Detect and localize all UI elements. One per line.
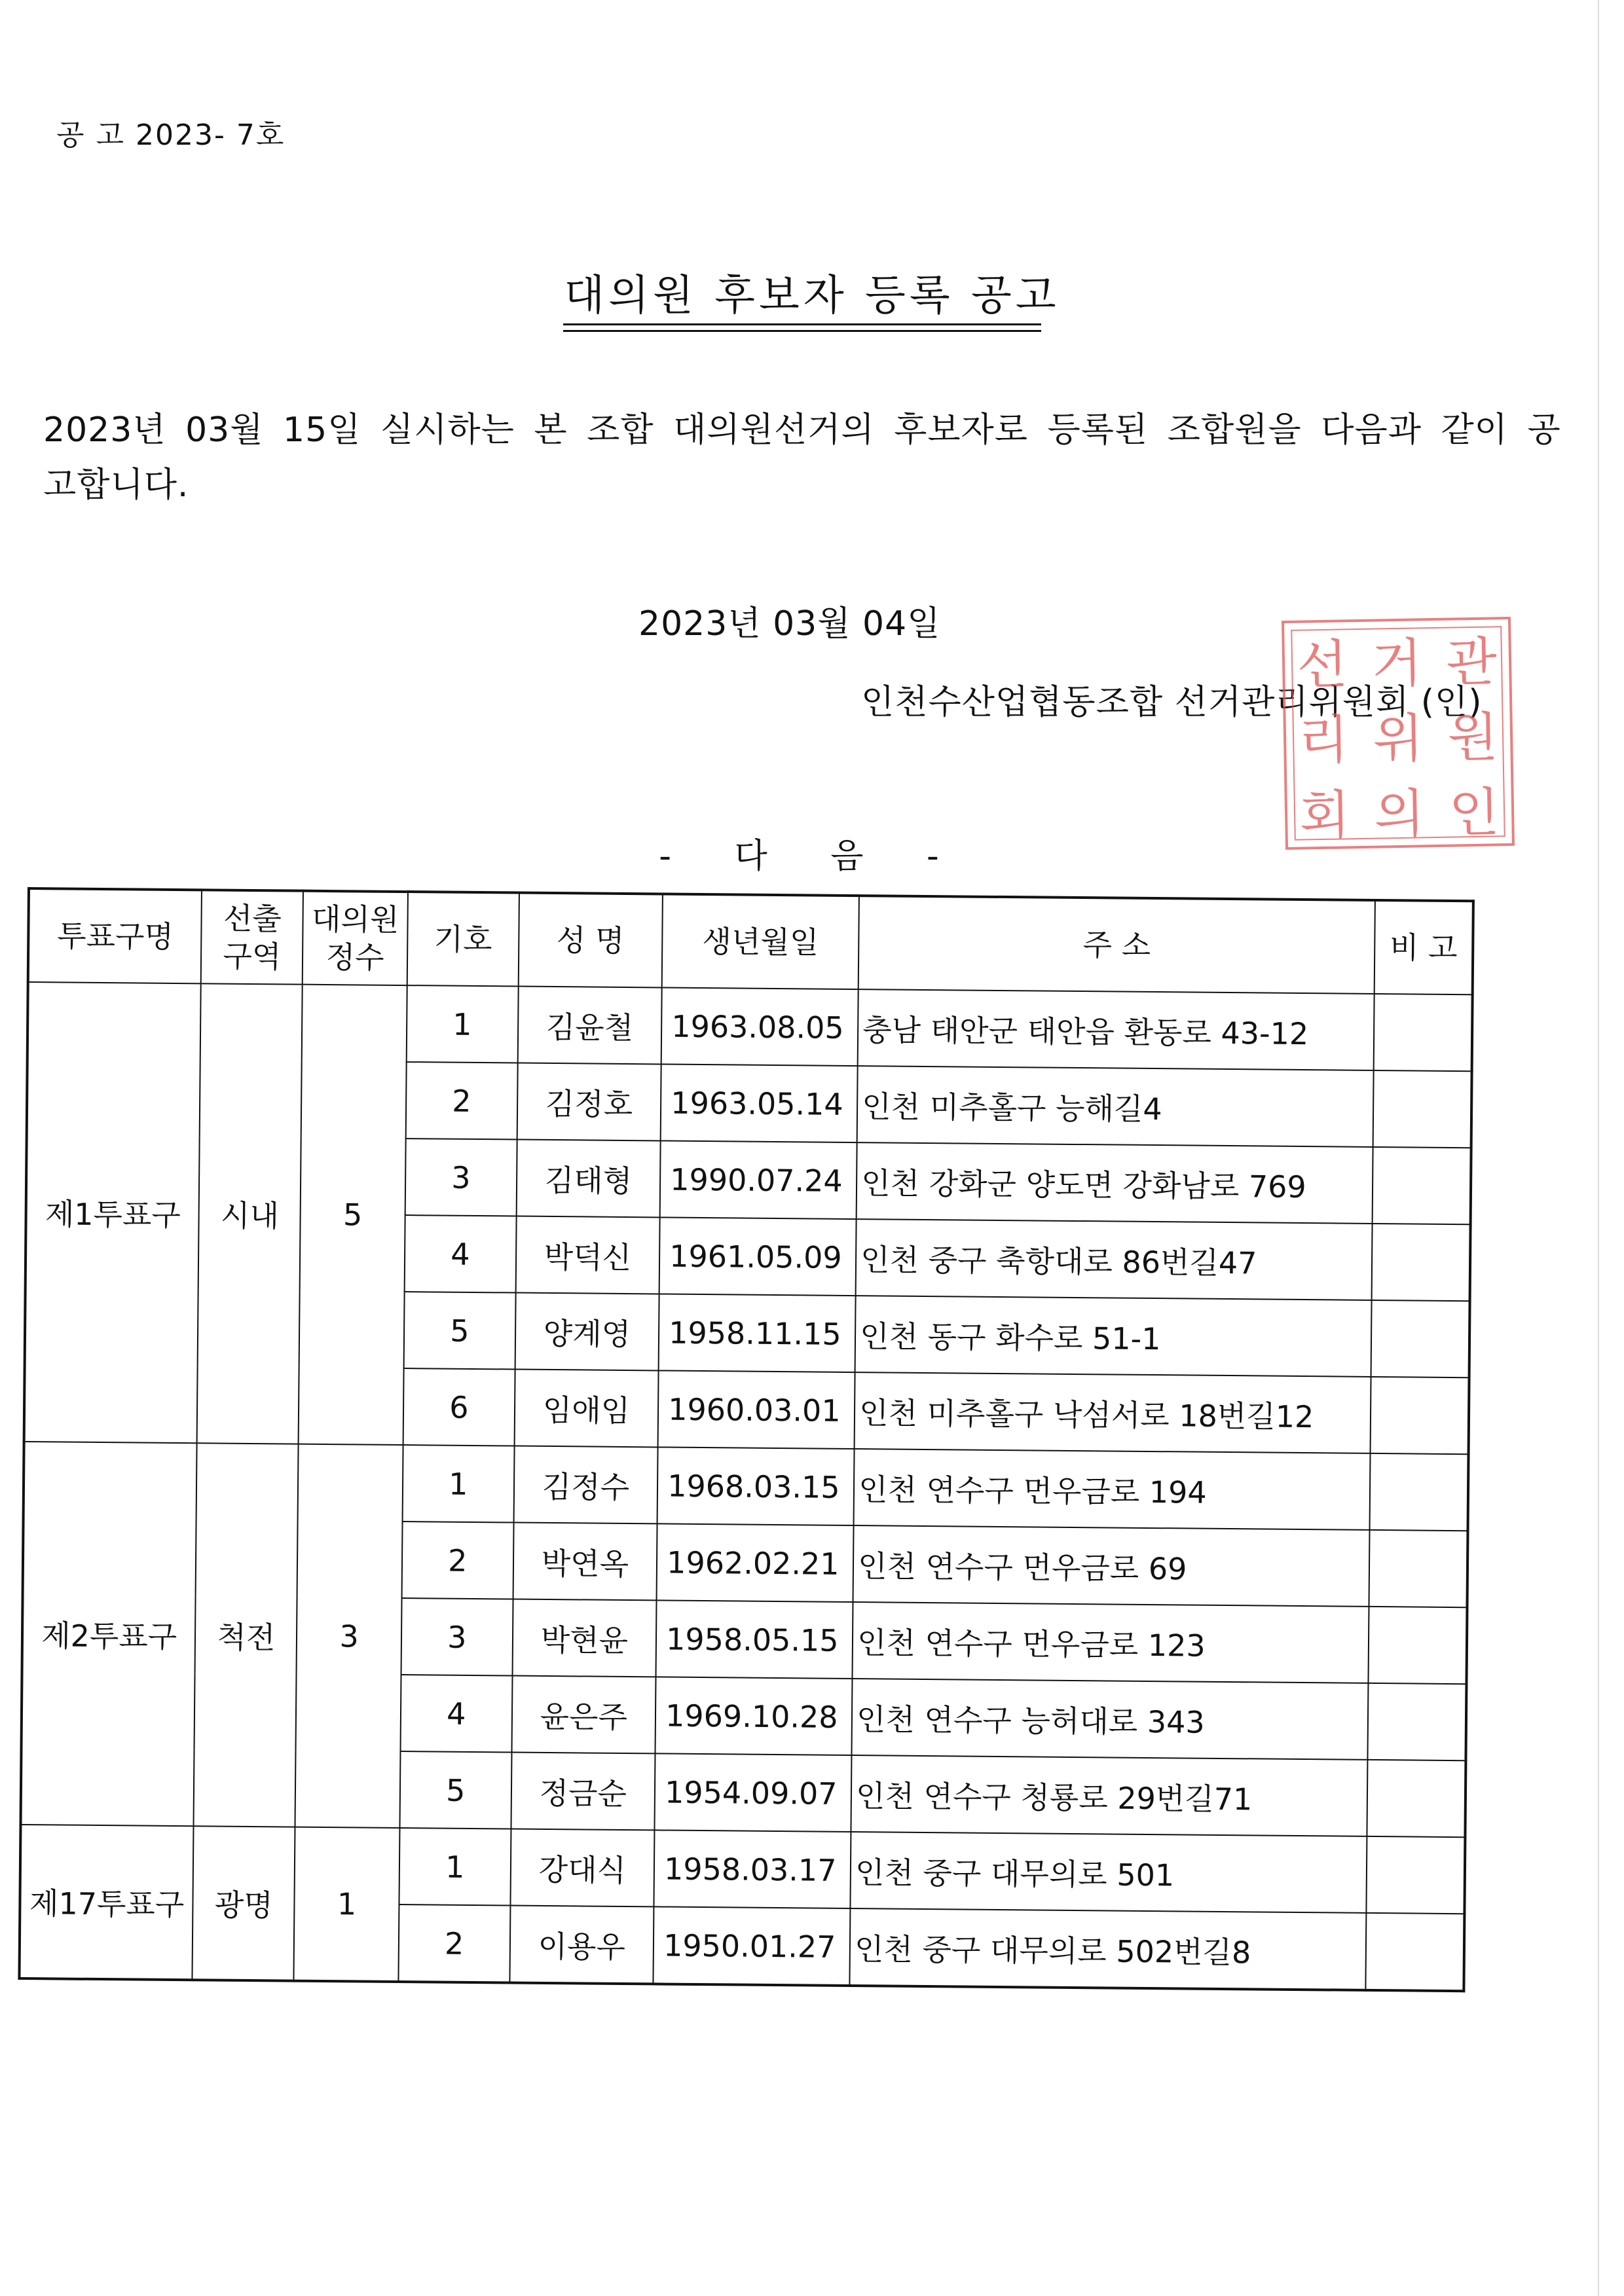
birth-cell: 1968.03.15 <box>657 1447 855 1525</box>
number-cell: 1 <box>399 1828 511 1905</box>
name-cell: 김정수 <box>513 1446 658 1524</box>
header-region-bottom: 구역 <box>223 938 282 975</box>
birth-cell: 1950.01.27 <box>654 1906 851 1986</box>
table-header-row <box>28 888 1473 994</box>
name-cell: 김윤철 <box>517 987 662 1065</box>
header-seats-bottom: 정수 <box>325 939 384 975</box>
seal-char: 인 <box>1448 782 1500 844</box>
note-cell <box>1370 1453 1469 1531</box>
table-row <box>28 982 1473 1071</box>
number-cell: 5 <box>399 1751 511 1829</box>
seal-char: 회 <box>1299 784 1351 847</box>
name-cell: 양계영 <box>515 1293 659 1371</box>
seal-char: 관 <box>1445 631 1498 693</box>
name-cell: 임애임 <box>514 1370 659 1448</box>
note-cell <box>1369 1607 1467 1684</box>
note-cell <box>1374 994 1473 1071</box>
number-cell: 2 <box>406 1062 518 1139</box>
seal-inner-border <box>1291 626 1505 841</box>
address-cell: 인천 연수구 청룡로 29번길71 <box>851 1755 1368 1836</box>
address-cell: 인천 연수구 먼우금로 123 <box>853 1602 1369 1683</box>
district-cell: 제17투표구 <box>19 1825 194 1980</box>
title-underline <box>563 323 1041 325</box>
note-cell <box>1368 1683 1467 1760</box>
seal-char: 선 <box>1296 634 1348 696</box>
birth-cell: 1963.08.05 <box>661 987 858 1066</box>
name-cell: 박덕신 <box>515 1216 660 1294</box>
number-cell: 1 <box>407 985 519 1063</box>
header-name: 성 명 <box>518 893 663 988</box>
district-cell: 제2투표구 <box>21 1442 198 1826</box>
note-cell <box>1373 1147 1471 1224</box>
address-cell: 인천 미추홀구 낙섬서로 18번길12 <box>855 1372 1371 1453</box>
note-cell <box>1369 1530 1468 1607</box>
note-cell <box>1372 1224 1471 1301</box>
header-seats-top: 대의원 <box>311 901 399 938</box>
name-cell: 윤은주 <box>511 1676 656 1754</box>
birth-cell: 1969.10.28 <box>655 1677 853 1755</box>
district-cell: 제1투표구 <box>24 982 202 1443</box>
birth-cell: 1962.02.21 <box>657 1523 854 1602</box>
note-cell <box>1366 1913 1465 1991</box>
note-cell <box>1371 1377 1469 1454</box>
header-birth: 생년월일 <box>662 894 859 989</box>
address-cell: 인천 동구 화수로 51-1 <box>855 1296 1372 1377</box>
region-cell: 척전 <box>194 1443 299 1827</box>
number-cell: 2 <box>398 1904 510 1982</box>
header-address: 주 소 <box>858 896 1375 994</box>
seal-char: 거 <box>1371 632 1423 695</box>
birth-cell: 1960.03.01 <box>658 1370 855 1449</box>
seats-cell: 1 <box>294 1827 400 1982</box>
birth-cell: 1963.05.14 <box>661 1064 858 1142</box>
table-row <box>20 1825 1465 1914</box>
table-row <box>24 1442 1469 1531</box>
header-region-top: 선출 <box>223 900 282 937</box>
number-cell: 3 <box>405 1139 517 1216</box>
header-note: 비 고 <box>1375 900 1473 994</box>
note-cell <box>1373 1070 1472 1148</box>
address-cell: 인천 연수구 먼우금로 69 <box>853 1525 1370 1607</box>
header-seats <box>303 891 408 985</box>
note-cell <box>1367 1760 1466 1837</box>
seal-char: 위 <box>1372 708 1424 770</box>
address-cell: 인천 연수구 능허대로 343 <box>852 1679 1369 1760</box>
birth-cell: 1961.05.09 <box>659 1217 857 1296</box>
address-cell: 인천 중구 축항대로 86번길47 <box>856 1219 1373 1300</box>
name-cell: 강대식 <box>510 1829 655 1906</box>
official-seal-stamp <box>1282 617 1515 850</box>
notice-body: 2023년 03월 15일 실시하는 본 조합 대의원선거의 후보자로 등록된 조합원을 다음과 같이 공고합니다. <box>43 410 1561 505</box>
seal-char: 리 <box>1297 709 1350 771</box>
address-cell: 인천 강화군 양도면 강화남로 769 <box>857 1142 1373 1224</box>
birth-cell: 1958.05.15 <box>656 1600 853 1679</box>
name-cell: 김태형 <box>516 1140 661 1218</box>
seal-char: 원 <box>1447 706 1499 769</box>
region-cell: 광명 <box>193 1826 295 1980</box>
address-cell: 인천 중구 대무의로 502번길8 <box>850 1908 1367 1990</box>
number-cell: 1 <box>402 1445 514 1522</box>
address-cell: 인천 미추홀구 능해길4 <box>857 1066 1374 1147</box>
page-title: 대의원 후보자 등록 공고 <box>564 272 1060 320</box>
note-cell <box>1371 1300 1470 1377</box>
issuer-name: 인천수산업협동조합 선거관리위원회 (인) <box>861 683 1483 722</box>
candidate-table <box>18 887 1474 1992</box>
address-cell: 충남 태안군 태안읍 환동로 43-12 <box>858 989 1375 1070</box>
number-cell: 4 <box>405 1215 517 1292</box>
number-cell: 2 <box>401 1522 513 1599</box>
number-cell: 6 <box>403 1368 515 1446</box>
address-cell: 인천 연수구 먼우금로 194 <box>854 1449 1371 1530</box>
note-cell <box>1367 1836 1466 1914</box>
name-cell: 박연옥 <box>513 1523 657 1601</box>
seats-cell: 5 <box>299 985 407 1445</box>
region-cell: 시내 <box>197 983 303 1444</box>
seal-char: 의 <box>1373 783 1426 845</box>
seats-cell: 3 <box>295 1444 403 1828</box>
birth-cell: 1958.11.15 <box>659 1294 856 1372</box>
scan-edge-line <box>1598 0 1599 2296</box>
number-cell: 5 <box>404 1292 516 1369</box>
title-underline-2 <box>563 330 1041 332</box>
number-cell: 4 <box>400 1675 512 1752</box>
number-cell: 3 <box>401 1598 513 1675</box>
header-region <box>201 890 303 984</box>
header-number: 기호 <box>407 892 519 986</box>
address-cell: 인천 중구 대무의로 501 <box>851 1832 1367 1913</box>
header-district: 투표구명 <box>28 888 202 983</box>
birth-cell: 1990.07.24 <box>660 1140 857 1219</box>
notice-date: 2023년 03월 04일 <box>638 604 941 644</box>
name-cell: 김정호 <box>517 1063 661 1141</box>
birth-cell: 1954.09.07 <box>655 1753 852 1832</box>
name-cell: 정금순 <box>511 1753 655 1831</box>
name-cell: 이용우 <box>509 1905 654 1984</box>
section-heading-da-eum: - 다 음 - <box>659 837 965 876</box>
name-cell: 박현윤 <box>512 1599 657 1677</box>
notice-number: 공 고 2023- 7호 <box>56 118 286 152</box>
birth-cell: 1958.03.17 <box>654 1830 851 1908</box>
candidate-table-wrapper <box>18 887 1474 1992</box>
